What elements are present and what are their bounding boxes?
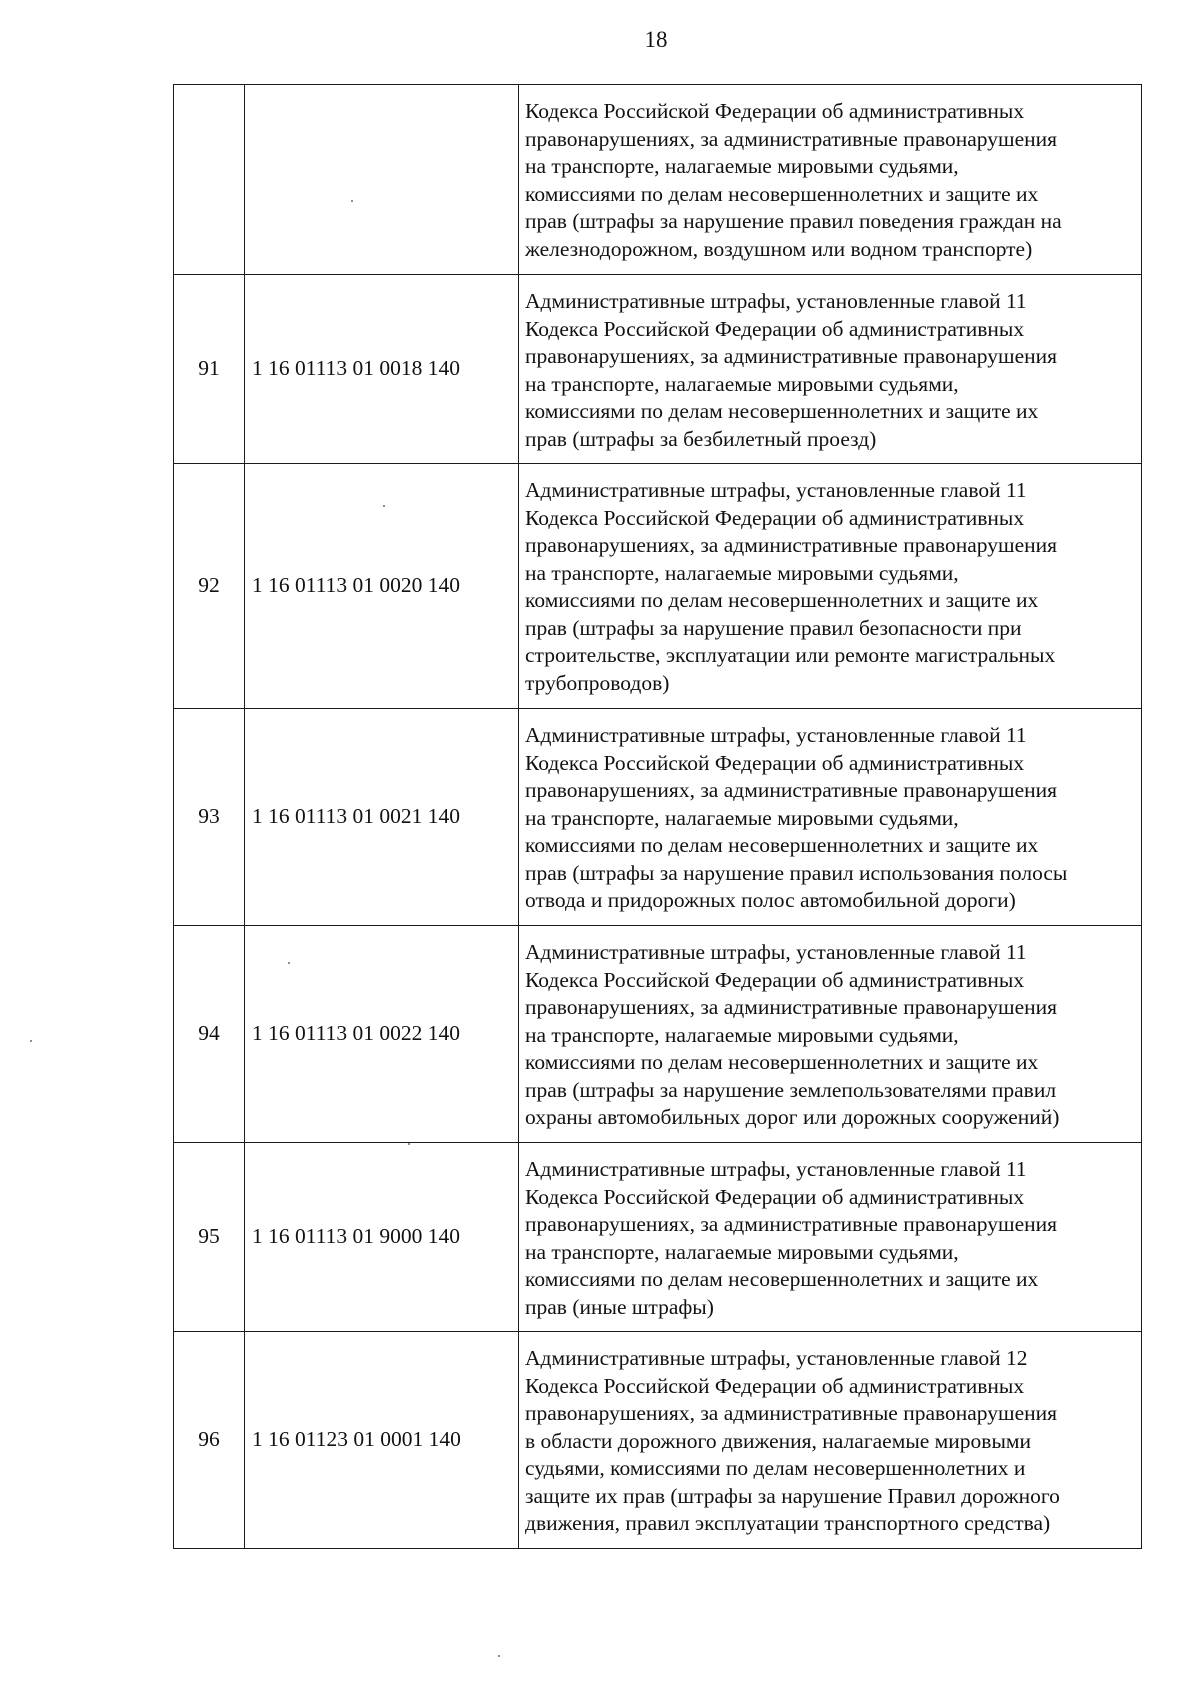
- description-line: Кодекса Российской Федерации об административных: [525, 967, 1025, 992]
- description-line: прав (штрафы за нарушение землепользователями правил: [525, 1077, 1057, 1102]
- table-row-continuation: [174, 85, 1142, 275]
- table-row: [174, 275, 1142, 464]
- description-cell: [519, 709, 1142, 926]
- table-row: [174, 709, 1142, 926]
- description-line: на транспорте, налагаемые мировыми судьями,: [525, 560, 959, 585]
- description-line: комиссиями по делам несовершеннолетних и защите их: [525, 1050, 1039, 1074]
- scan-speck: [30, 1040, 32, 1042]
- description-line: Кодекса Российской Федерации об административных: [525, 316, 1025, 341]
- description-line: правонарушениях, за административные правонарушения: [525, 1212, 1058, 1236]
- scan-speck: [288, 962, 290, 964]
- description-cell: [519, 926, 1142, 1143]
- scan-speck: [383, 505, 385, 507]
- table-row: [174, 464, 1142, 709]
- description-line: охраны автомобильных дорог или дорожных сооружений): [525, 1105, 1060, 1129]
- description-line: правонарушениях, за административные правонарушения: [525, 995, 1058, 1019]
- description-line: комиссиями по делам несовершеннолетних и защите их: [525, 588, 1039, 612]
- budget-code-cell: 1 16 01113 01 0018 140: [245, 275, 519, 464]
- description-line: прав (штрафы за нарушение правил поведения граждан на: [525, 209, 1062, 233]
- description-cell: [519, 464, 1142, 709]
- description-line: судьями, комиссиями по делам несовершеннолетних и: [525, 1456, 1026, 1480]
- description-line: комиссиями по делам несовершеннолетних и защите их: [525, 181, 1039, 206]
- description-line: на транспорте, налагаемые мировыми судьями,: [525, 371, 959, 396]
- budget-codes-table: [173, 84, 1142, 1549]
- description-line: Кодекса Российской Федерации об административных: [525, 99, 1025, 123]
- row-number-cell: 92: [174, 464, 245, 709]
- description-line: правонарушениях, за административные правонарушения: [525, 778, 1058, 802]
- description-line: прав (штрафы за безбилетный проезд): [525, 426, 877, 451]
- budget-code-cell: 1 16 01113 01 9000 140: [245, 1143, 519, 1332]
- table-row: [174, 926, 1142, 1143]
- scan-speck: [498, 1655, 500, 1657]
- description-cell: [519, 1143, 1142, 1332]
- description-line: прав (штрафы за нарушение правил использования полосы: [525, 860, 1068, 885]
- row-number-cell: 93: [174, 709, 245, 926]
- description-line: прав (штрафы за нарушение правил безопасности при: [525, 615, 1022, 640]
- description-line: строительстве, эксплуатации или ремонте магистральных: [525, 643, 1056, 667]
- description-line: Административные штрафы, установленные главой 11: [525, 1157, 1027, 1181]
- page-number: 18: [644, 27, 668, 52]
- description-line: отвода и придорожных полос автомобильной дороги): [525, 888, 1016, 912]
- description-line: Кодекса Российской Федерации об административных: [525, 505, 1025, 530]
- budget-code-cell: 1 16 01123 01 0001 140: [245, 1332, 519, 1549]
- description-line: правонарушениях, за административные правонарушения: [525, 533, 1058, 557]
- description-line: Кодекса Российской Федерации об административных: [525, 1184, 1025, 1209]
- budget-code-cell: 1 16 01113 01 0021 140: [245, 709, 519, 926]
- description-line: Административные штрафы, установленные главой 11: [525, 478, 1027, 502]
- table-row: [174, 1143, 1142, 1332]
- description-line: в области дорожного движения, налагаемые мировыми: [525, 1428, 1032, 1453]
- row-number-cell: 91: [174, 275, 245, 464]
- row-number-cell: 95: [174, 1143, 245, 1332]
- description-cell: [519, 1332, 1142, 1549]
- scan-speck: [408, 1143, 410, 1145]
- description-line: комиссиями по делам несовершеннолетних и защите их: [525, 833, 1039, 857]
- description-line: на транспорте, налагаемые мировыми судьями,: [525, 1239, 959, 1264]
- budget-code-cell: 1 16 01113 01 0022 140: [245, 926, 519, 1143]
- budget-code-cell: [245, 85, 519, 275]
- budget-code-cell: 1 16 01113 01 0020 140: [245, 464, 519, 709]
- description-cell: [519, 85, 1142, 275]
- description-line: прав (иные штрафы): [525, 1294, 714, 1319]
- row-number-cell: [174, 85, 245, 275]
- description-line: Административные штрафы, установленные главой 12: [525, 1346, 1028, 1370]
- description-line: комиссиями по делам несовершеннолетних и защите их: [525, 1267, 1039, 1291]
- description-line: на транспорте, налагаемые мировыми судьями,: [525, 1022, 959, 1047]
- description-line: на транспорте, налагаемые мировыми судьями,: [525, 805, 959, 830]
- description-line: защите их прав (штрафы за нарушение Правил дорожного: [525, 1483, 1060, 1508]
- table-row: [174, 1332, 1142, 1549]
- description-cell: [519, 275, 1142, 464]
- description-line: правонарушениях, за административные правонарушения: [525, 126, 1058, 151]
- description-line: правонарушениях, за административные правонарушения: [525, 1401, 1058, 1425]
- row-number-cell: 94: [174, 926, 245, 1143]
- description-line: Кодекса Российской Федерации об административных: [525, 750, 1025, 775]
- description-line: трубопроводов): [525, 670, 670, 695]
- description-line: Административные штрафы, установленные главой 11: [525, 940, 1027, 964]
- description-line: Кодекса Российской Федерации об административных: [525, 1373, 1025, 1398]
- description-line: движения, правил эксплуатации транспортного средства): [525, 1511, 1051, 1535]
- description-line: на транспорте, налагаемые мировыми судьями,: [525, 154, 959, 178]
- description-line: железнодорожном, воздушном или водном транспорте): [525, 236, 1033, 261]
- row-number-cell: 96: [174, 1332, 245, 1549]
- scan-speck: [351, 200, 353, 202]
- description-line: Административные штрафы, установленные главой 11: [525, 723, 1027, 747]
- description-line: Административные штрафы, установленные главой 11: [525, 289, 1027, 313]
- description-line: комиссиями по делам несовершеннолетних и защите их: [525, 399, 1039, 423]
- description-line: правонарушениях, за административные правонарушения: [525, 344, 1058, 368]
